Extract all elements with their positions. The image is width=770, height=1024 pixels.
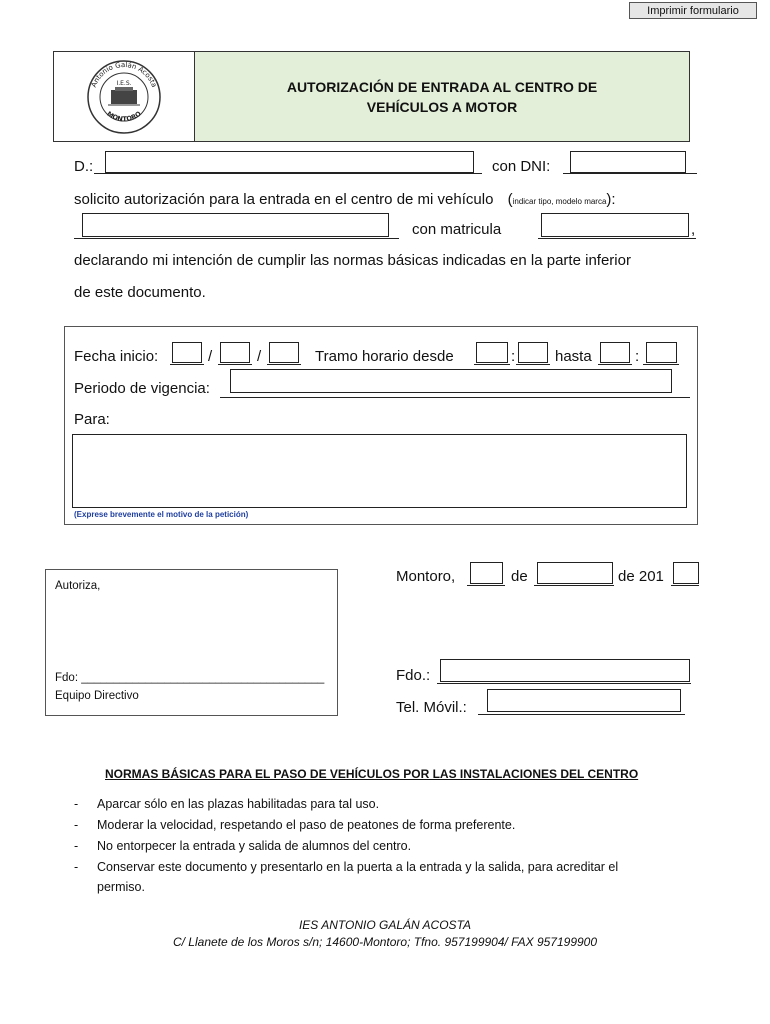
firma-day-field[interactable] — [470, 562, 503, 584]
dni-field[interactable] — [570, 151, 686, 173]
school-seal-icon — [84, 57, 164, 137]
matricula-label: con matricula — [412, 221, 502, 238]
tel-movil-field[interactable] — [487, 689, 681, 712]
declarando-text: declarando mi intención de cumplir las normas básicas indicadas en la parte inferior — [74, 252, 631, 269]
print-form-button[interactable]: Imprimir formulario — [629, 2, 757, 19]
month-field[interactable] — [220, 342, 250, 363]
norma-item: Conservar este documento y presentarlo en la puerta a la entrada y la salida, para acreditar el — [97, 860, 619, 874]
dni-underline — [563, 173, 697, 174]
autoriza-label: Autoriza, — [55, 580, 101, 592]
indicar-note: indicar tipo, modelo marca — [512, 197, 607, 206]
normas-title: NORMAS BÁSICAS PARA EL PASO DE VEHÍCULOS POR LAS INSTALACIONES DEL CENTRO — [105, 767, 639, 781]
vigencia-label: Periodo de vigencia: — [74, 380, 210, 397]
desde-hour-field[interactable] — [476, 342, 508, 363]
name-underline — [94, 173, 482, 174]
autoriza-fdo: Fdo: ______________________________________ — [55, 672, 325, 684]
matricula-field[interactable] — [541, 213, 689, 237]
hasta-label: hasta — [555, 348, 592, 365]
d-label: D.: — [74, 158, 94, 175]
year-field[interactable] — [269, 342, 299, 363]
footer-address: C/ Llanete de los Moros s/n; 14600-Montoro; Tfno. 957199904/ FAX 957199900 — [172, 935, 598, 949]
firma-year-field[interactable] — [673, 562, 699, 584]
firma-fdo-label: Fdo.: — [396, 667, 431, 684]
title-line-2: VEHÍCULOS A MOTOR — [366, 98, 518, 115]
school-logo — [54, 52, 195, 141]
form-title — [195, 52, 689, 141]
footer-school-name: IES ANTONIO GALÁN ACOSTA — [298, 918, 472, 932]
solicito-text: solicito autorización para la entrada en el centro de mi vehículo (indicar tipo, modelo marca): — [74, 191, 616, 208]
svg-text:I.E.S.: I.E.S. — [116, 79, 132, 87]
vehicle-field[interactable] — [82, 213, 389, 237]
form-header — [53, 51, 690, 142]
norma-item: Moderar la velocidad, respetando el paso de peatones de forma preferente. — [97, 818, 516, 832]
equipo-directivo: Equipo Directivo — [55, 690, 139, 702]
documento-text: de este documento. — [74, 284, 206, 301]
vehicle-underline — [74, 238, 399, 239]
matricula-underline — [538, 238, 696, 239]
hasta-min-field[interactable] — [646, 342, 677, 363]
firma-month-field[interactable] — [537, 562, 613, 584]
montoro-label: Montoro, — [396, 568, 456, 585]
motivo-textarea[interactable] — [72, 434, 687, 508]
firma-fdo-field[interactable] — [440, 659, 690, 682]
vigencia-field[interactable] — [230, 369, 672, 393]
tel-movil-label: Tel. Móvil.: — [396, 699, 467, 716]
tramo-label: Tramo horario desde — [315, 348, 454, 365]
norma-item-continuation: permiso. — [97, 880, 145, 894]
hasta-hour-field[interactable] — [600, 342, 630, 363]
fecha-inicio-label: Fecha inicio: — [74, 348, 159, 365]
dni-label: con DNI: — [492, 158, 551, 175]
desde-min-field[interactable] — [518, 342, 548, 363]
title-line-1: AUTORIZACIÓN DE ENTRADA AL CENTRO DE — [286, 78, 598, 95]
norma-item: Aparcar sólo en las plazas habilitadas para tal uso. — [97, 797, 380, 811]
name-field[interactable] — [105, 151, 474, 173]
para-label: Para: — [74, 411, 110, 428]
svg-text:Antonio Galán Acosta: Antonio Galán Acosta — [89, 60, 159, 89]
motivo-hint: (Exprese brevemente el motivo de la petición) — [74, 510, 249, 519]
svg-text:MONTORO: MONTORO — [105, 109, 143, 123]
norma-item: No entorpecer la entrada y salida de alumnos del centro. — [97, 839, 412, 853]
day-field[interactable] — [172, 342, 202, 363]
